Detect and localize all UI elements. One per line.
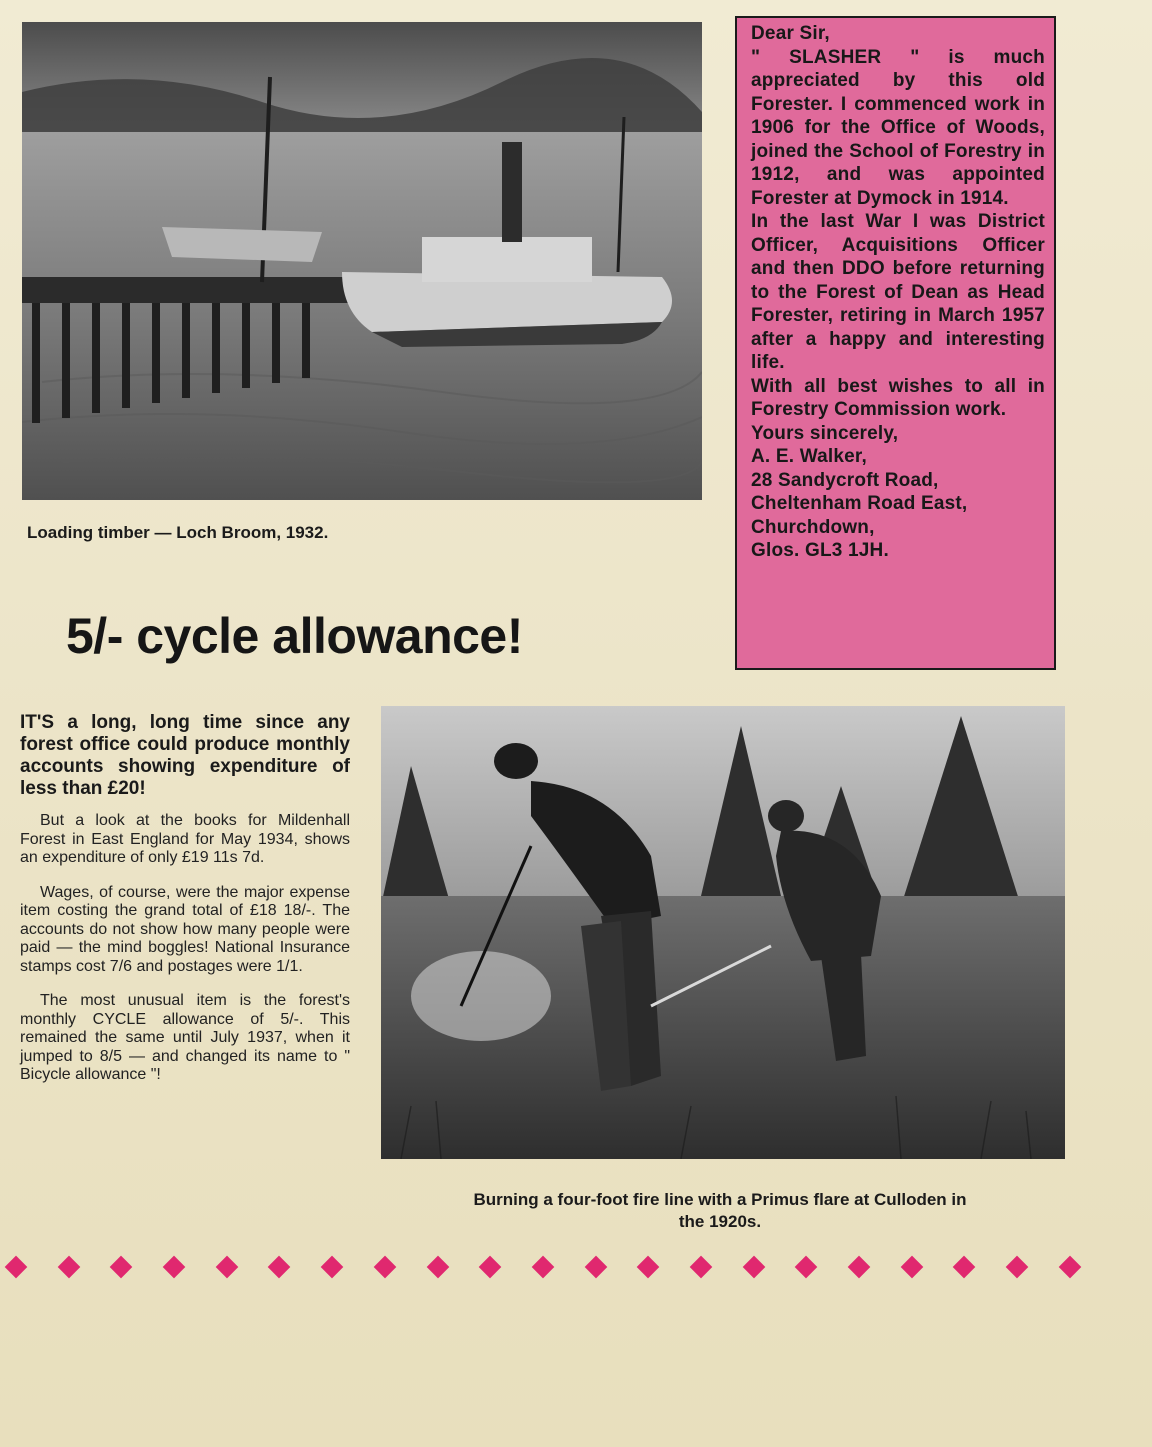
men-burning-fire-line-image — [381, 706, 1065, 1159]
diamond-ornament — [795, 1256, 818, 1279]
diamond-ornament — [848, 1256, 871, 1279]
diamond-ornament — [690, 1256, 713, 1279]
diamond-ornament — [1058, 1256, 1081, 1279]
photo-caption-bottom — [370, 1189, 1070, 1233]
article-paragraph-3: The most unusual item is the forest's monthly CYCLE allowance of 5/-. This remained the same until July 1937, when it jumped to 8/5 — and changed its name to " Bicycle allowance "! — [20, 992, 350, 1083]
diamond-ornament — [1006, 1256, 1029, 1279]
diamond-ornament — [163, 1256, 186, 1279]
diamond-ornament — [584, 1256, 607, 1279]
letter-author: A. E. Walker, — [751, 446, 867, 467]
diamond-ornament — [57, 1256, 80, 1279]
letter-address-1: 28 Sandycroft Road, — [751, 469, 939, 491]
diamond-ornament — [110, 1256, 133, 1279]
photo-burning-fire-line — [381, 706, 1065, 1159]
photo-caption-bottom-line1: Burning a four-foot fire line with a Primus flare at Culloden in — [473, 1190, 967, 1209]
diamond-ornament — [900, 1256, 923, 1279]
photo-caption-bottom-line2: the 1920s. — [678, 1212, 762, 1231]
article-headline: 5/- cycle allowance! — [66, 608, 523, 664]
diamond-ornament — [953, 1256, 976, 1279]
photo-caption-top: Loading timber — Loch Broom, 1932. — [27, 523, 329, 542]
letter-paragraph-3: With all best wishes to all in Forestry Commission work. — [751, 375, 1045, 420]
letter-box — [735, 16, 1056, 670]
ship-at-pier-image — [22, 22, 702, 500]
letter-salutation: Dear Sir, — [751, 23, 830, 44]
letter-address-4: Glos. GL3 1JH. — [751, 540, 889, 561]
diamond-ornament — [268, 1256, 291, 1279]
diamond-ornament — [321, 1256, 344, 1279]
letter-address-2: Cheltenham Road East, — [751, 493, 968, 514]
letter-address-3: Churchdown, — [751, 516, 875, 538]
photo-loading-timber — [22, 22, 702, 500]
letter-paragraph-1: " SLASHER " is much appreciated by this old Forester. I commenced work in 1906 for the Office of Woods, joined the School of Forestry in 1912, and was appointed Forester at Dymock in 1914. — [751, 46, 1045, 209]
letter-signoff: Yours sincerely, — [751, 422, 899, 444]
article-lede: IT'S a long, long time since any forest office could produce monthly accounts showing expenditure of less than £20! — [20, 712, 350, 799]
diamond-divider — [8, 1256, 1078, 1278]
article-paragraph-2: Wages, of course, were the major expense item costing the grand total of £18 18/-. The accounts do not show how many people were paid — the mind boggles! National Insurance stamps cost 7/6 and postages were 1/1. — [20, 883, 350, 975]
article-body — [20, 712, 350, 1101]
diamond-ornament — [215, 1256, 238, 1279]
diamond-ornament — [532, 1256, 555, 1279]
diamond-ornament — [742, 1256, 765, 1279]
letter-paragraph-2: In the last War I was District Officer, Acquisitions Officer and then DDO before returning to the Forest of Dean as Head Forester, retiring in March 1957 after a happy and interesting life. — [751, 211, 1045, 373]
diamond-ornament — [5, 1256, 28, 1279]
diamond-ornament — [637, 1256, 660, 1279]
diamond-ornament — [479, 1256, 502, 1279]
diamond-ornament — [426, 1256, 449, 1279]
diamond-ornament — [373, 1256, 396, 1279]
article-paragraph-1: But a look at the books for Mildenhall Forest in East England for May 1934, shows an expenditure of only £19 11s 7d. — [20, 812, 350, 866]
